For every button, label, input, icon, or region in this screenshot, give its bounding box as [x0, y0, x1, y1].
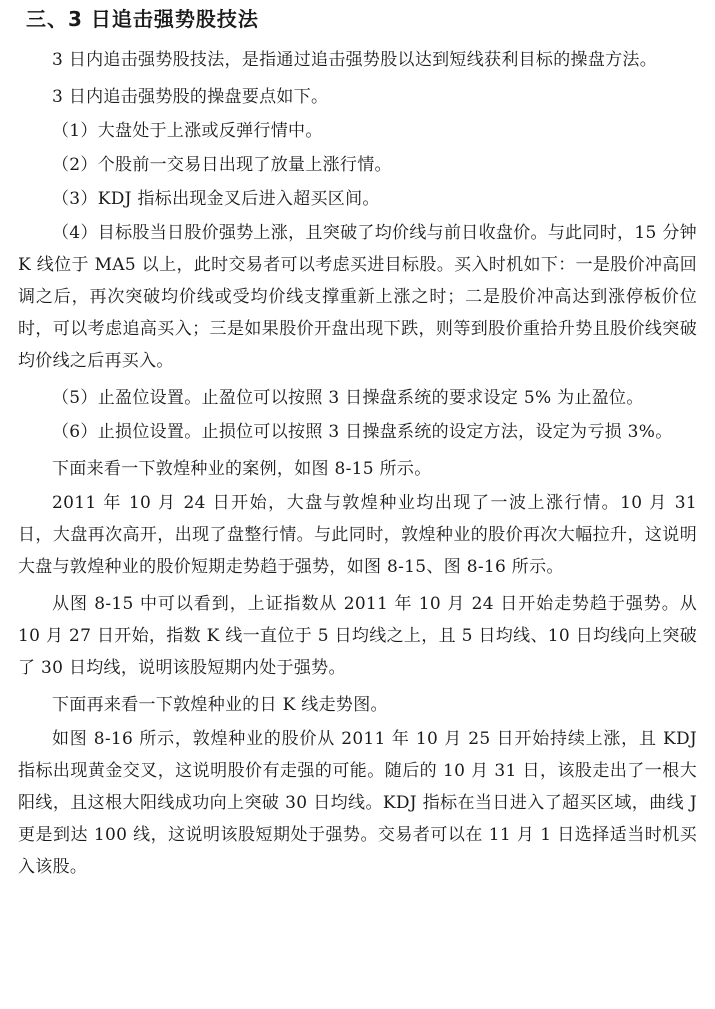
- paragraph-point-2: （2）个股前一交易日出现了放量上涨行情。: [52, 155, 392, 175]
- paragraph-point-3: （3）KDJ 指标出现金叉后进入超买区间。: [52, 189, 380, 209]
- paragraph-point-4: （4）目标股当日股价强势上涨，且突破了均价线与前日收盘价。与此同时，15 分钟 K 线位于 MA5 以上，此时交易者可以考虑买进目标股。买入时机如下：一是股价冲高回调之后，再次突破均价线或受均价线支撑重新上涨之时；二是股价冲高达到涨停板价位时，可以考虑追高买入；三是如果股价开盘出现下跌，则等到股价重拾升势且股价线突破均价线之后再买入。: [18, 223, 697, 371]
- paragraph-key-points: 3 日内追击强势股的操盘要点如下。: [52, 87, 329, 107]
- paragraph-intro: 3 日内追击强势股技法，是指通过追击强势股以达到短线获利目标的操盘方法。: [52, 50, 658, 70]
- paragraph-point-1: （1）大盘处于上涨或反弹行情中。: [52, 121, 323, 141]
- paragraph-point-5: （5）止盈位设置。止盈位可以按照 3 日操盘系统的要求设定 5% 为止盈位。: [52, 388, 644, 408]
- paragraph-point-6: （6）止损位设置。止损位可以按照 3 日操盘系统的设定方法，设定为亏损 3%。: [52, 422, 673, 442]
- section-heading: 三、3 日追击强势股技法: [26, 7, 259, 31]
- paragraph-case-daily: 下面再来看一下敦煌种业的日 K 线走势图。: [52, 695, 388, 715]
- paragraph-case-intro: 下面来看一下敦煌种业的案例，如图 8-15 所示。: [52, 459, 432, 479]
- paragraph-case-index: 从图 8-15 中可以看到，上证指数从 2011 年 10 月 24 日开始走势趋于强势。从 10 月 27 日开始，指数 K 线一直位于 5 日均线之上，且 5 日均线、10 日均线向上突破了 30 日均线，说明该股短期内处于强势。: [18, 594, 697, 678]
- paragraph-case-market: 2011 年 10 月 24 日开始，大盘与敦煌种业均出现了一波上涨行情。10 月 31 日，大盘再次高开，出现了盘整行情。与此同时，敦煌种业的股价再次大幅拉升，这说明大盘与敦煌种业的股价短期走势趋于强势，如图 8-15、图 8-16 所示。: [18, 493, 697, 577]
- paragraph-case-stock: 如图 8-16 所示，敦煌种业的股价从 2011 年 10 月 25 日开始持续上涨，且 KDJ 指标出现黄金交叉，这说明股价有走强的可能。随后的 10 月 31 日，该股走出了一根大阳线，且这根大阳线成功向上突破 30 日均线。KDJ 指标在当日进入了超买区域，曲线 J 更是到达 100 线，这说明该股短期处于强势。交易者可以在 11 月 1 日选择适当时机买入该股。: [18, 729, 697, 877]
